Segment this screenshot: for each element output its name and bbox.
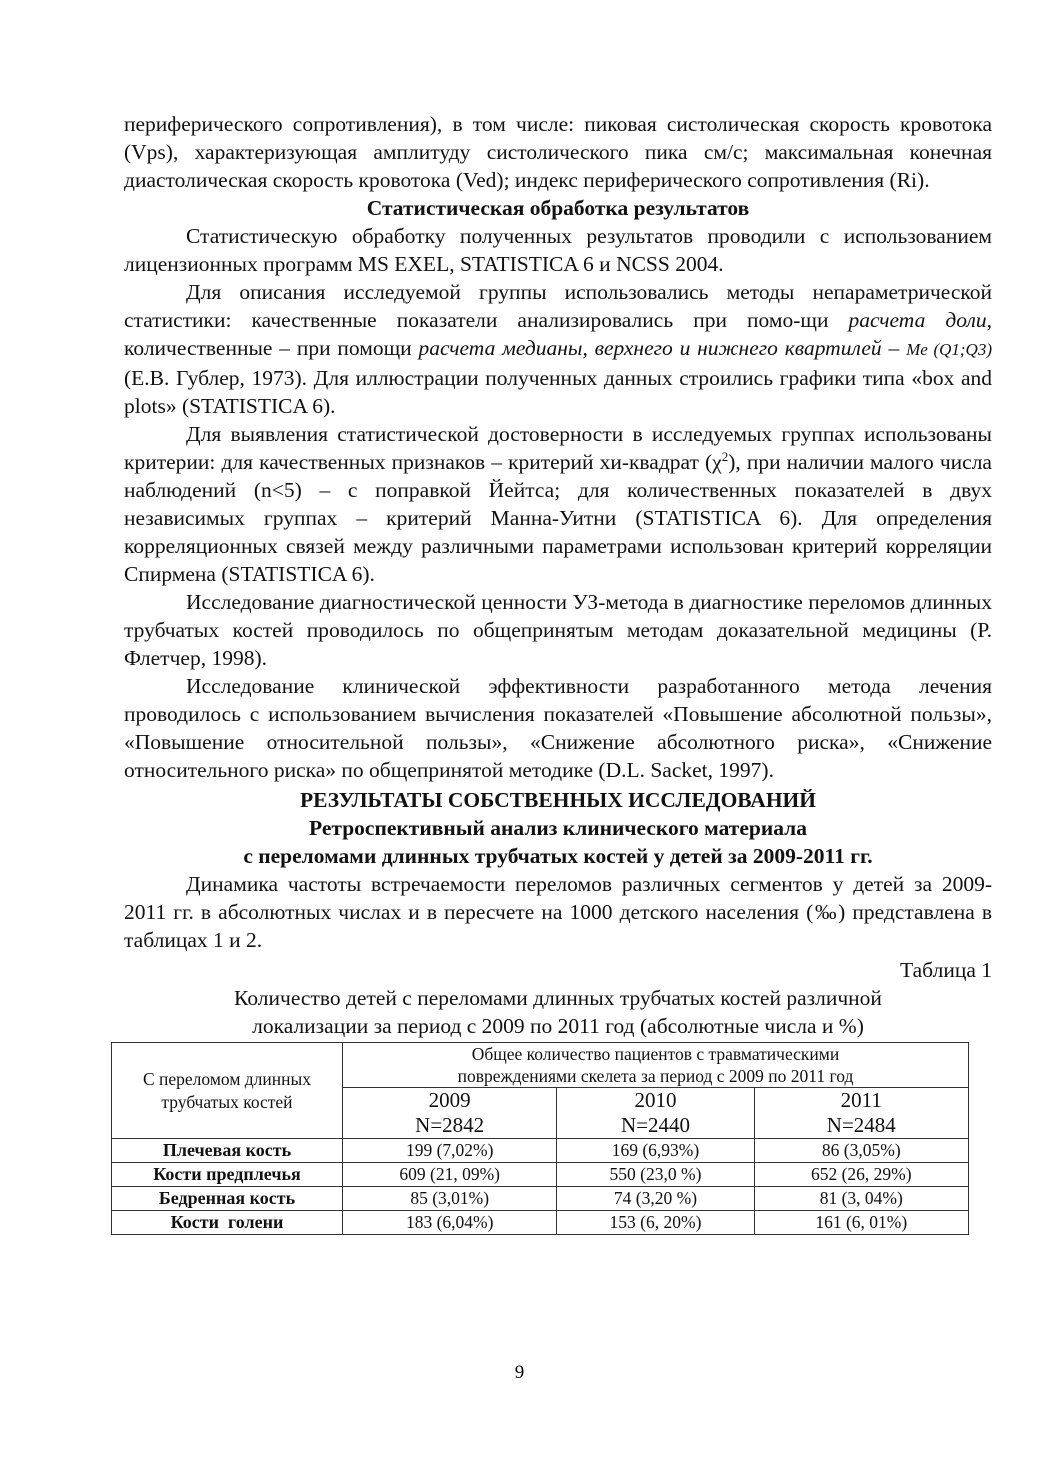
- cell-value: 169 (6,93%): [557, 1139, 754, 1163]
- heading-retrospective-1: Ретроспективный анализ клинического материала: [308, 816, 807, 840]
- text-segment: , количественные – при помощи: [124, 308, 992, 360]
- header-group-line2: повреждениями скелета за период с 2009 по 2011 год: [457, 1066, 854, 1086]
- superscript: 2: [721, 448, 729, 464]
- text-segment: (Е.В. Гублер, 1973). Для иллюстрации полученных данных строились графики типа «box and plots» (STATISTICA 6).: [124, 366, 992, 418]
- paragraph-nonparametric: [124, 278, 992, 420]
- row-label: Кости предплечья: [112, 1163, 343, 1187]
- paragraph-methods-end: периферического сопротивления), в том числе: пиковая систолическая скорость кровотока (Vps), характеризующая амплитуду систолического пика см/с; максимальная конечная диастолическая скорость кровотока (Ved); индекс периферического сопротивления (Ri).: [124, 112, 992, 192]
- year-n: N=2842: [415, 1113, 485, 1137]
- year-label: 2010: [634, 1088, 677, 1112]
- cell-value: 74 (3,20 %): [557, 1187, 754, 1211]
- fractures-table: [111, 1042, 969, 1235]
- year-n: N=2440: [620, 1113, 690, 1137]
- cell-value: 550 (23,0 %): [557, 1163, 754, 1187]
- header-group-line1: Общее количество пациентов с травматическими: [471, 1044, 840, 1064]
- paragraph-stat-software: Статистическую обработку полученных результатов проводили с использованием лицензионных программ MS EXEL, STATISTICA 6 и NCSS 2004.: [124, 224, 992, 276]
- italic-term-share: расчета доли: [848, 308, 987, 332]
- heading-statistics: Статистическая обработка результатов: [366, 196, 750, 220]
- row-label: Бедренная кость: [112, 1187, 343, 1211]
- page-number: 9: [514, 1362, 525, 1383]
- year-label: 2009: [428, 1088, 471, 1112]
- table-caption-line2: локализации за период с 2009 по 2011 год (абсолютные числа и %): [252, 1014, 864, 1038]
- table-row: [112, 1211, 969, 1235]
- table-caption-line1: Количество детей с переломами длинных трубчатых костей различной: [234, 986, 882, 1010]
- text-segment: Для описания исследуемой группы использовались методы непараметрической статистики: качественные показатели анализировались при помо-щи: [124, 280, 992, 332]
- cell-value: 161 (6, 01%): [754, 1211, 968, 1235]
- table-row: [112, 1139, 969, 1163]
- cell-value: 199 (7,02%): [343, 1139, 557, 1163]
- document-page: [124, 110, 992, 1235]
- year-label: 2011: [840, 1088, 882, 1112]
- italic-term-median: расчета медианы, верхнего и нижнего квартилей –: [418, 336, 907, 360]
- heading-retrospective-2: с переломами длинных трубчатых костей у детей за 2009-2011 гг.: [243, 844, 873, 868]
- cell-value: 183 (6,04%): [343, 1211, 557, 1235]
- header-year: [343, 1088, 557, 1139]
- cell-value: 609 (21, 09%): [343, 1163, 557, 1187]
- header-year: [557, 1088, 754, 1139]
- table-header-row: [112, 1043, 969, 1088]
- cell-value: 153 (6, 20%): [557, 1211, 754, 1235]
- heading-results: РЕЗУЛЬТАТЫ СОБСТВЕННЫХ ИССЛЕДОВАНИЙ: [300, 788, 816, 812]
- paragraph-criteria: [124, 420, 992, 588]
- text-segment: ), при наличии малого числа наблюдений (n<5) – с поправкой Йейтса; для количественных показателей в двух независимых группах – критерий Манна-Уитни (STATISTICA 6). Для определения корреляционных связей между различными параметрами использован критерий корреляции Спирмена (STATISTICA 6).: [124, 450, 992, 586]
- cell-value: 652 (26, 29%): [754, 1163, 968, 1187]
- row-label: Плечевая кость: [112, 1139, 343, 1163]
- row-label: Кости голени: [112, 1211, 343, 1235]
- table-row: [112, 1187, 969, 1211]
- text-segment: Для выявления статистической достоверности в исследуемых группах использованы критерии: для качественных признаков – критерий хи-квадрат (χ: [124, 422, 992, 474]
- italic-formula: Me (Q1;Q3): [906, 340, 993, 359]
- paragraph-clinical: Исследование клинической эффективности разработанного метода лечения проводилось с использованием вычисления показателей «Повышение абсолютной пользы», «Повышение относительной пользы», «Снижение абсолютного риска», «Снижение относительного риска» по общепринятой методике (D.L. Sacket, 1997).: [124, 674, 992, 782]
- year-n: N=2484: [826, 1113, 896, 1137]
- table-row: [112, 1163, 969, 1187]
- table-label: Таблица 1: [900, 958, 992, 982]
- header-left: С переломом длинных трубчатых костей: [112, 1043, 343, 1139]
- cell-value: 81 (3, 04%): [754, 1187, 968, 1211]
- header-group: [343, 1043, 969, 1088]
- paragraph-diagnostic: Исследование диагностической ценности УЗ-метода в диагностике переломов длинных трубчатых костей проводилось по общепринятым методам доказательной медицины (Р. Флетчер, 1998).: [124, 590, 992, 670]
- cell-value: 86 (3,05%): [754, 1139, 968, 1163]
- cell-value: 85 (3,01%): [343, 1187, 557, 1211]
- paragraph-dynamics: Динамика частоты встречаемости переломов различных сегментов у детей за 2009-2011 гг. в абсолютных числах и в пересчете на 1000 детского населения (‰) представлена в таблицах 1 и 2.: [124, 872, 992, 952]
- header-year: [754, 1088, 968, 1139]
